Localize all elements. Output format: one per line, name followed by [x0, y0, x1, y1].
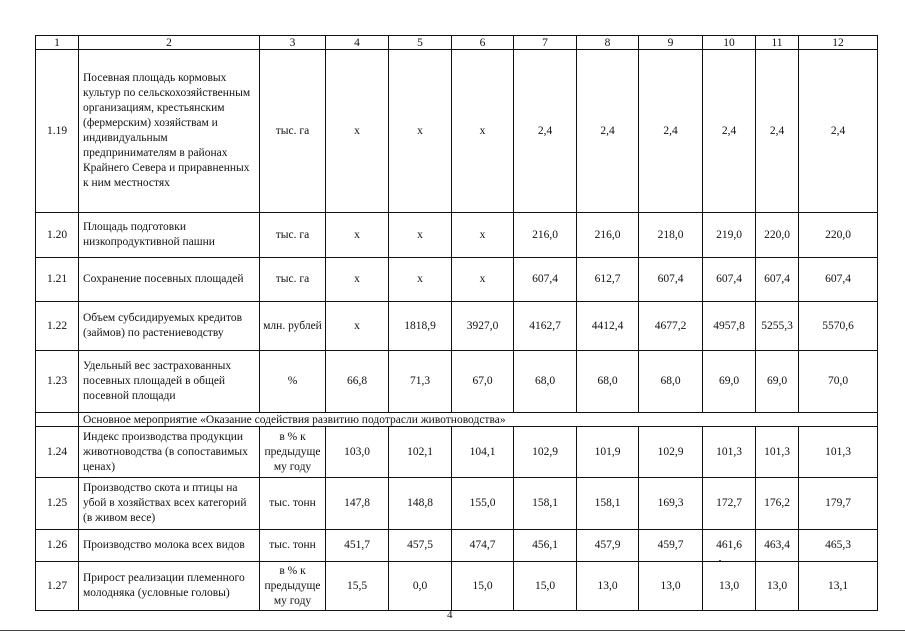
- section-title: Основное мероприятие «Оказание содействия развитию подотрасли животноводства»: [79, 413, 878, 427]
- value-cell: 216,0: [514, 213, 577, 258]
- value-cell: 607,4: [799, 258, 878, 302]
- value-cell: 474,7: [452, 530, 514, 562]
- indicator-name: Индекс производства продукции животноводства (в сопоставимых ценах): [79, 427, 260, 478]
- value-cell: 451,7: [326, 530, 389, 562]
- value-cell: 465,3: [799, 530, 878, 562]
- column-header: 4: [326, 36, 389, 50]
- value-cell: 179,7: [799, 478, 878, 530]
- unit-cell: тыс. тонн: [260, 478, 326, 530]
- column-header: 10: [703, 36, 756, 50]
- value-cell: х: [326, 302, 389, 351]
- table-row: [36, 478, 878, 530]
- value-cell: 102,9: [514, 427, 577, 478]
- unit-cell: в % к предыдуще му году: [260, 562, 326, 611]
- indicator-name: Производство молока всех видов: [79, 530, 260, 562]
- value-cell: 607,4: [756, 258, 799, 302]
- value-cell: 4412,4: [577, 302, 639, 351]
- column-header: 12: [799, 36, 878, 50]
- value-cell: 607,4: [514, 258, 577, 302]
- value-cell: 69,0: [703, 351, 756, 413]
- value-cell: 463,4: [756, 530, 799, 562]
- value-cell: 176,2: [756, 478, 799, 530]
- value-cell: 155,0: [452, 478, 514, 530]
- value-cell: 2,4: [639, 50, 703, 213]
- unit-cell: в % к предыдуще му году: [260, 427, 326, 478]
- value-cell: 2,4: [577, 50, 639, 213]
- unit-cell: тыс. га: [260, 258, 326, 302]
- value-cell: 2,4: [514, 50, 577, 213]
- table-row: [36, 258, 878, 302]
- value-cell: 461,6: [703, 530, 756, 562]
- value-cell: 102,9: [639, 427, 703, 478]
- indicator-name: Объем субсидируемых кредитов (займов) по растениеводству: [79, 302, 260, 351]
- table-row: [36, 213, 878, 258]
- value-cell: 13,1: [799, 562, 878, 611]
- value-cell: 459,7: [639, 530, 703, 562]
- value-cell: 158,1: [514, 478, 577, 530]
- value-cell: 103,0: [326, 427, 389, 478]
- value-cell: 4162,7: [514, 302, 577, 351]
- value-cell: 13,0: [639, 562, 703, 611]
- table-row: [36, 50, 878, 213]
- value-cell: 0,0: [389, 562, 452, 611]
- value-cell: 66,8: [326, 351, 389, 413]
- value-cell: х: [389, 258, 452, 302]
- unit-cell: млн. рублей: [260, 302, 326, 351]
- value-cell: 15,5: [326, 562, 389, 611]
- value-cell: 216,0: [577, 213, 639, 258]
- value-cell: 104,1: [452, 427, 514, 478]
- column-header: 8: [577, 36, 639, 50]
- value-cell: 15,0: [514, 562, 577, 611]
- value-cell: 15,0: [452, 562, 514, 611]
- value-cell: 101,3: [799, 427, 878, 478]
- value-cell: 220,0: [756, 213, 799, 258]
- value-cell: х: [389, 213, 452, 258]
- unit-cell: %: [260, 351, 326, 413]
- value-cell: 13,0: [703, 562, 756, 611]
- value-cell: 607,4: [639, 258, 703, 302]
- value-cell: 158,1: [577, 478, 639, 530]
- value-cell: 2,4: [703, 50, 756, 213]
- indicator-name: Сохранение посевных площадей: [79, 258, 260, 302]
- unit-cell: тыс. га: [260, 213, 326, 258]
- column-header: 1: [36, 36, 79, 50]
- value-cell: 218,0: [639, 213, 703, 258]
- row-number: 1.22: [36, 302, 79, 351]
- table-row: [36, 427, 878, 478]
- value-cell: 1818,9: [389, 302, 452, 351]
- value-cell: 68,0: [514, 351, 577, 413]
- value-cell: х: [326, 50, 389, 213]
- section-empty-cell: [36, 413, 79, 427]
- value-cell: 69,0: [756, 351, 799, 413]
- indicator-name: Посевная площадь кормовых культур по сельскохозяйственным организациям, крестьянским (фермерским) хозяйствам и индивидуальным предпринимателям в районах Крайнего Севера и приравненных к ним местностях: [79, 50, 260, 213]
- column-header: 3: [260, 36, 326, 50]
- value-cell: 147,8: [326, 478, 389, 530]
- value-cell: 68,0: [639, 351, 703, 413]
- value-cell: 219,0: [703, 213, 756, 258]
- table-row: [36, 530, 878, 562]
- column-header: 9: [639, 36, 703, 50]
- row-number: 1.24: [36, 427, 79, 478]
- value-cell: х: [452, 258, 514, 302]
- value-cell: 148,8: [389, 478, 452, 530]
- value-cell: 5255,3: [756, 302, 799, 351]
- value-cell: х: [326, 258, 389, 302]
- value-cell: 70,0: [799, 351, 878, 413]
- header-row: [36, 36, 878, 50]
- value-cell: 71,3: [389, 351, 452, 413]
- indicator-name: Площадь подготовки низкопродуктивной пашни: [79, 213, 260, 258]
- row-number: 1.26: [36, 530, 79, 562]
- unit-cell: тыс. тонн: [260, 530, 326, 562]
- value-cell: 172,7: [703, 478, 756, 530]
- value-cell: х: [452, 50, 514, 213]
- indicator-name: Производство скота и птицы на убой в хозяйствах всех категорий (в живом весе): [79, 478, 260, 530]
- row-number: 1.21: [36, 258, 79, 302]
- indicators-table: [35, 35, 878, 611]
- section-row: [36, 413, 878, 427]
- value-cell: 607,4: [703, 258, 756, 302]
- row-number: 1.23: [36, 351, 79, 413]
- value-cell: 4957,8: [703, 302, 756, 351]
- value-cell: 13,0: [577, 562, 639, 611]
- value-cell: 457,5: [389, 530, 452, 562]
- table-row: [36, 562, 878, 611]
- value-cell: 68,0: [577, 351, 639, 413]
- value-cell: 457,9: [577, 530, 639, 562]
- scan-dot: [719, 560, 721, 562]
- value-cell: 101,9: [577, 427, 639, 478]
- row-number: 1.19: [36, 50, 79, 213]
- row-number: 1.27: [36, 562, 79, 611]
- indicator-name: Удельный вес застрахованных посевных площадей в общей посевной площади: [79, 351, 260, 413]
- column-header: 6: [452, 36, 514, 50]
- value-cell: 456,1: [514, 530, 577, 562]
- value-cell: 67,0: [452, 351, 514, 413]
- column-header: 7: [514, 36, 577, 50]
- row-number: 1.20: [36, 213, 79, 258]
- scan-edge-line: [0, 630, 905, 631]
- row-number: 1.25: [36, 478, 79, 530]
- value-cell: 2,4: [799, 50, 878, 213]
- value-cell: 102,1: [389, 427, 452, 478]
- column-header: 5: [389, 36, 452, 50]
- column-header: 11: [756, 36, 799, 50]
- value-cell: 2,4: [756, 50, 799, 213]
- table-row: [36, 351, 878, 413]
- value-cell: х: [326, 213, 389, 258]
- value-cell: 13,0: [756, 562, 799, 611]
- value-cell: 4677,2: [639, 302, 703, 351]
- unit-cell: тыс. га: [260, 50, 326, 213]
- value-cell: 101,3: [703, 427, 756, 478]
- value-cell: х: [452, 213, 514, 258]
- value-cell: 169,3: [639, 478, 703, 530]
- value-cell: х: [389, 50, 452, 213]
- page-number: 4: [447, 609, 453, 621]
- value-cell: 101,3: [756, 427, 799, 478]
- table-row: [36, 302, 878, 351]
- value-cell: 612,7: [577, 258, 639, 302]
- value-cell: 3927,0: [452, 302, 514, 351]
- indicator-name: Прирост реализации племенного молодняка (условные головы): [79, 562, 260, 611]
- value-cell: 5570,6: [799, 302, 878, 351]
- value-cell: 220,0: [799, 213, 878, 258]
- column-header: 2: [79, 36, 260, 50]
